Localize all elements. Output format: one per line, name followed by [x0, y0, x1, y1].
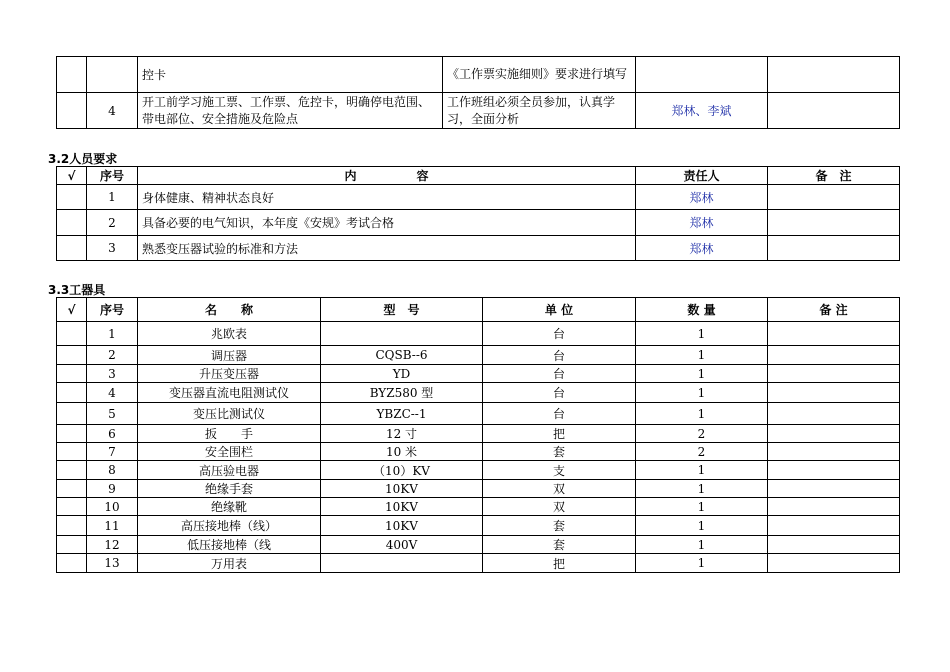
- check-cell[interactable]: [57, 554, 87, 573]
- model-cell: [321, 322, 483, 346]
- quantity-cell: 2: [636, 443, 768, 461]
- model-cell: 10KV: [321, 516, 483, 536]
- table-row: [57, 346, 900, 365]
- model-cell: 10KV: [321, 480, 483, 498]
- responsible-cell: 郑林: [636, 236, 768, 261]
- note-cell: [768, 185, 900, 210]
- check-cell[interactable]: [57, 443, 87, 461]
- seq-cell: 3: [87, 365, 138, 383]
- tool-name-cell: 调压器: [138, 346, 321, 365]
- table-row: [57, 461, 900, 480]
- header-responsible: 责任人: [636, 167, 768, 185]
- model-cell: 10 米: [321, 443, 483, 461]
- model-cell: BYZ580 型: [321, 383, 483, 403]
- header-quantity: 数 量: [636, 298, 768, 322]
- table-row: [57, 93, 900, 129]
- responsible-cell: 郑林、李斌: [636, 93, 768, 129]
- table-row: [57, 236, 900, 261]
- table-row: [57, 403, 900, 425]
- header-model: 型 号: [321, 298, 483, 322]
- quantity-cell: 1: [636, 322, 768, 346]
- seq-cell: 2: [87, 210, 138, 236]
- responsible-cell: 郑林: [636, 185, 768, 210]
- content-cell: 身体健康、精神状态良好: [138, 185, 636, 210]
- seq-cell: 5: [87, 403, 138, 425]
- seq-cell: 4: [87, 93, 138, 129]
- seq-cell: 6: [87, 425, 138, 443]
- header-check: √: [57, 298, 87, 322]
- note-cell: [768, 498, 900, 516]
- seq-cell: 11: [87, 516, 138, 536]
- seq-cell: 10: [87, 498, 138, 516]
- header-check: √: [57, 167, 87, 185]
- check-cell[interactable]: [57, 536, 87, 554]
- model-cell: 10KV: [321, 498, 483, 516]
- unit-cell: 台: [483, 346, 636, 365]
- note-cell: [768, 554, 900, 573]
- note-cell: [768, 365, 900, 383]
- tool-name-cell: 变压比测试仪: [138, 403, 321, 425]
- unit-cell: 把: [483, 425, 636, 443]
- table-row: [57, 185, 900, 210]
- check-cell[interactable]: [57, 210, 87, 236]
- note-cell: [768, 236, 900, 261]
- unit-cell: 双: [483, 480, 636, 498]
- note-cell: [768, 57, 900, 93]
- quantity-cell: 1: [636, 403, 768, 425]
- tool-name-cell: 绝缘手套: [138, 480, 321, 498]
- seq-cell: 3: [87, 236, 138, 261]
- check-cell[interactable]: [57, 236, 87, 261]
- unit-cell: 台: [483, 322, 636, 346]
- header-seq: 序号: [87, 298, 138, 322]
- quantity-cell: 1: [636, 461, 768, 480]
- unit-cell: 套: [483, 443, 636, 461]
- tool-name-cell: 安全围栏: [138, 443, 321, 461]
- tool-name-cell: 扳 手: [138, 425, 321, 443]
- seq-cell: 7: [87, 443, 138, 461]
- tool-name-cell: 变压器直流电阻测试仪: [138, 383, 321, 403]
- check-cell[interactable]: [57, 346, 87, 365]
- model-cell: YBZC--1: [321, 403, 483, 425]
- unit-cell: 双: [483, 498, 636, 516]
- seq-cell: 9: [87, 480, 138, 498]
- check-cell[interactable]: [57, 365, 87, 383]
- responsible-cell: [636, 57, 768, 93]
- quantity-cell: 1: [636, 346, 768, 365]
- note-cell: [768, 516, 900, 536]
- unit-cell: 支: [483, 461, 636, 480]
- tool-name-cell: 兆欧表: [138, 322, 321, 346]
- check-cell[interactable]: [57, 57, 87, 93]
- model-cell: 12 寸: [321, 425, 483, 443]
- seq-cell: 8: [87, 461, 138, 480]
- table-row: [57, 365, 900, 383]
- table-header-row: [57, 167, 900, 185]
- note-cell: [768, 403, 900, 425]
- table-row: [57, 480, 900, 498]
- note-cell: [768, 210, 900, 236]
- content-cell: 熟悉变压器试验的标准和方法: [138, 236, 636, 261]
- seq-cell: 1: [87, 322, 138, 346]
- responsible-cell: 郑林: [636, 210, 768, 236]
- table-row: [57, 322, 900, 346]
- quantity-cell: 1: [636, 516, 768, 536]
- tool-name-cell: 升压变压器: [138, 365, 321, 383]
- table-row: [57, 425, 900, 443]
- quantity-cell: 1: [636, 536, 768, 554]
- requirement-cell: 工作班组必须全员参加，认真学习，全面分析: [443, 93, 636, 129]
- check-cell[interactable]: [57, 403, 87, 425]
- note-cell: [768, 443, 900, 461]
- content-cell: 具备必要的电气知识，本年度《安规》考试合格: [138, 210, 636, 236]
- note-cell: [768, 536, 900, 554]
- note-cell: [768, 383, 900, 403]
- seq-cell: [87, 57, 138, 93]
- seq-cell: 13: [87, 554, 138, 573]
- personnel-table: [56, 166, 900, 261]
- quantity-cell: 2: [636, 425, 768, 443]
- check-cell[interactable]: [57, 383, 87, 403]
- unit-cell: 套: [483, 516, 636, 536]
- tools-table: [56, 297, 900, 573]
- unit-cell: 台: [483, 365, 636, 383]
- check-cell[interactable]: [57, 185, 87, 210]
- table-row: [57, 210, 900, 236]
- tool-name-cell: 高压接地棒（线）: [138, 516, 321, 536]
- check-cell[interactable]: [57, 498, 87, 516]
- table-row: [57, 383, 900, 403]
- note-cell: [768, 461, 900, 480]
- tool-name-cell: 绝缘靴: [138, 498, 321, 516]
- table-row: [57, 443, 900, 461]
- model-cell: 400V: [321, 536, 483, 554]
- note-cell: [768, 322, 900, 346]
- table-row: [57, 516, 900, 536]
- table-row: [57, 536, 900, 554]
- check-cell[interactable]: [57, 461, 87, 480]
- check-cell[interactable]: [57, 425, 87, 443]
- unit-cell: 台: [483, 403, 636, 425]
- tool-name-cell: 低压接地棒（线: [138, 536, 321, 554]
- seq-cell: 4: [87, 383, 138, 403]
- quantity-cell: 1: [636, 365, 768, 383]
- header-seq: 序号: [87, 167, 138, 185]
- hazard-control-table: [56, 56, 900, 129]
- table-row: [57, 554, 900, 573]
- model-cell: （10）KV: [321, 461, 483, 480]
- note-cell: [768, 480, 900, 498]
- header-unit: 单 位: [483, 298, 636, 322]
- tool-name-cell: 高压验电器: [138, 461, 321, 480]
- model-cell: YD: [321, 365, 483, 383]
- header-note: 备 注: [768, 298, 900, 322]
- content-cell: 控卡: [138, 57, 443, 93]
- table-header-row: [57, 298, 900, 322]
- model-cell: CQSB--6: [321, 346, 483, 365]
- quantity-cell: 1: [636, 498, 768, 516]
- table-row: [57, 498, 900, 516]
- model-cell: [321, 554, 483, 573]
- content-cell: 开工前学习施工票、工作票、危控卡，明确停电范围、带电部位、安全措施及危险点: [138, 93, 443, 129]
- quantity-cell: 1: [636, 383, 768, 403]
- header-name: 名 称: [138, 298, 321, 322]
- section-title-personnel: 3.2人员要求: [48, 152, 118, 166]
- tool-name-cell: 万用表: [138, 554, 321, 573]
- note-cell: [768, 346, 900, 365]
- unit-cell: 台: [483, 383, 636, 403]
- header-note: 备 注: [768, 167, 900, 185]
- section-title-tools: 3.3工器具: [48, 283, 106, 297]
- quantity-cell: 1: [636, 554, 768, 573]
- note-cell: [768, 425, 900, 443]
- unit-cell: 把: [483, 554, 636, 573]
- check-cell[interactable]: [57, 480, 87, 498]
- check-cell[interactable]: [57, 93, 87, 129]
- table-row: [57, 57, 900, 93]
- seq-cell: 1: [87, 185, 138, 210]
- seq-cell: 12: [87, 536, 138, 554]
- requirement-cell: 《工作票实施细则》要求进行填写: [443, 57, 636, 93]
- unit-cell: 套: [483, 536, 636, 554]
- header-content: 内 容: [138, 167, 636, 185]
- quantity-cell: 1: [636, 480, 768, 498]
- seq-cell: 2: [87, 346, 138, 365]
- check-cell[interactable]: [57, 322, 87, 346]
- note-cell: [768, 93, 900, 129]
- check-cell[interactable]: [57, 516, 87, 536]
